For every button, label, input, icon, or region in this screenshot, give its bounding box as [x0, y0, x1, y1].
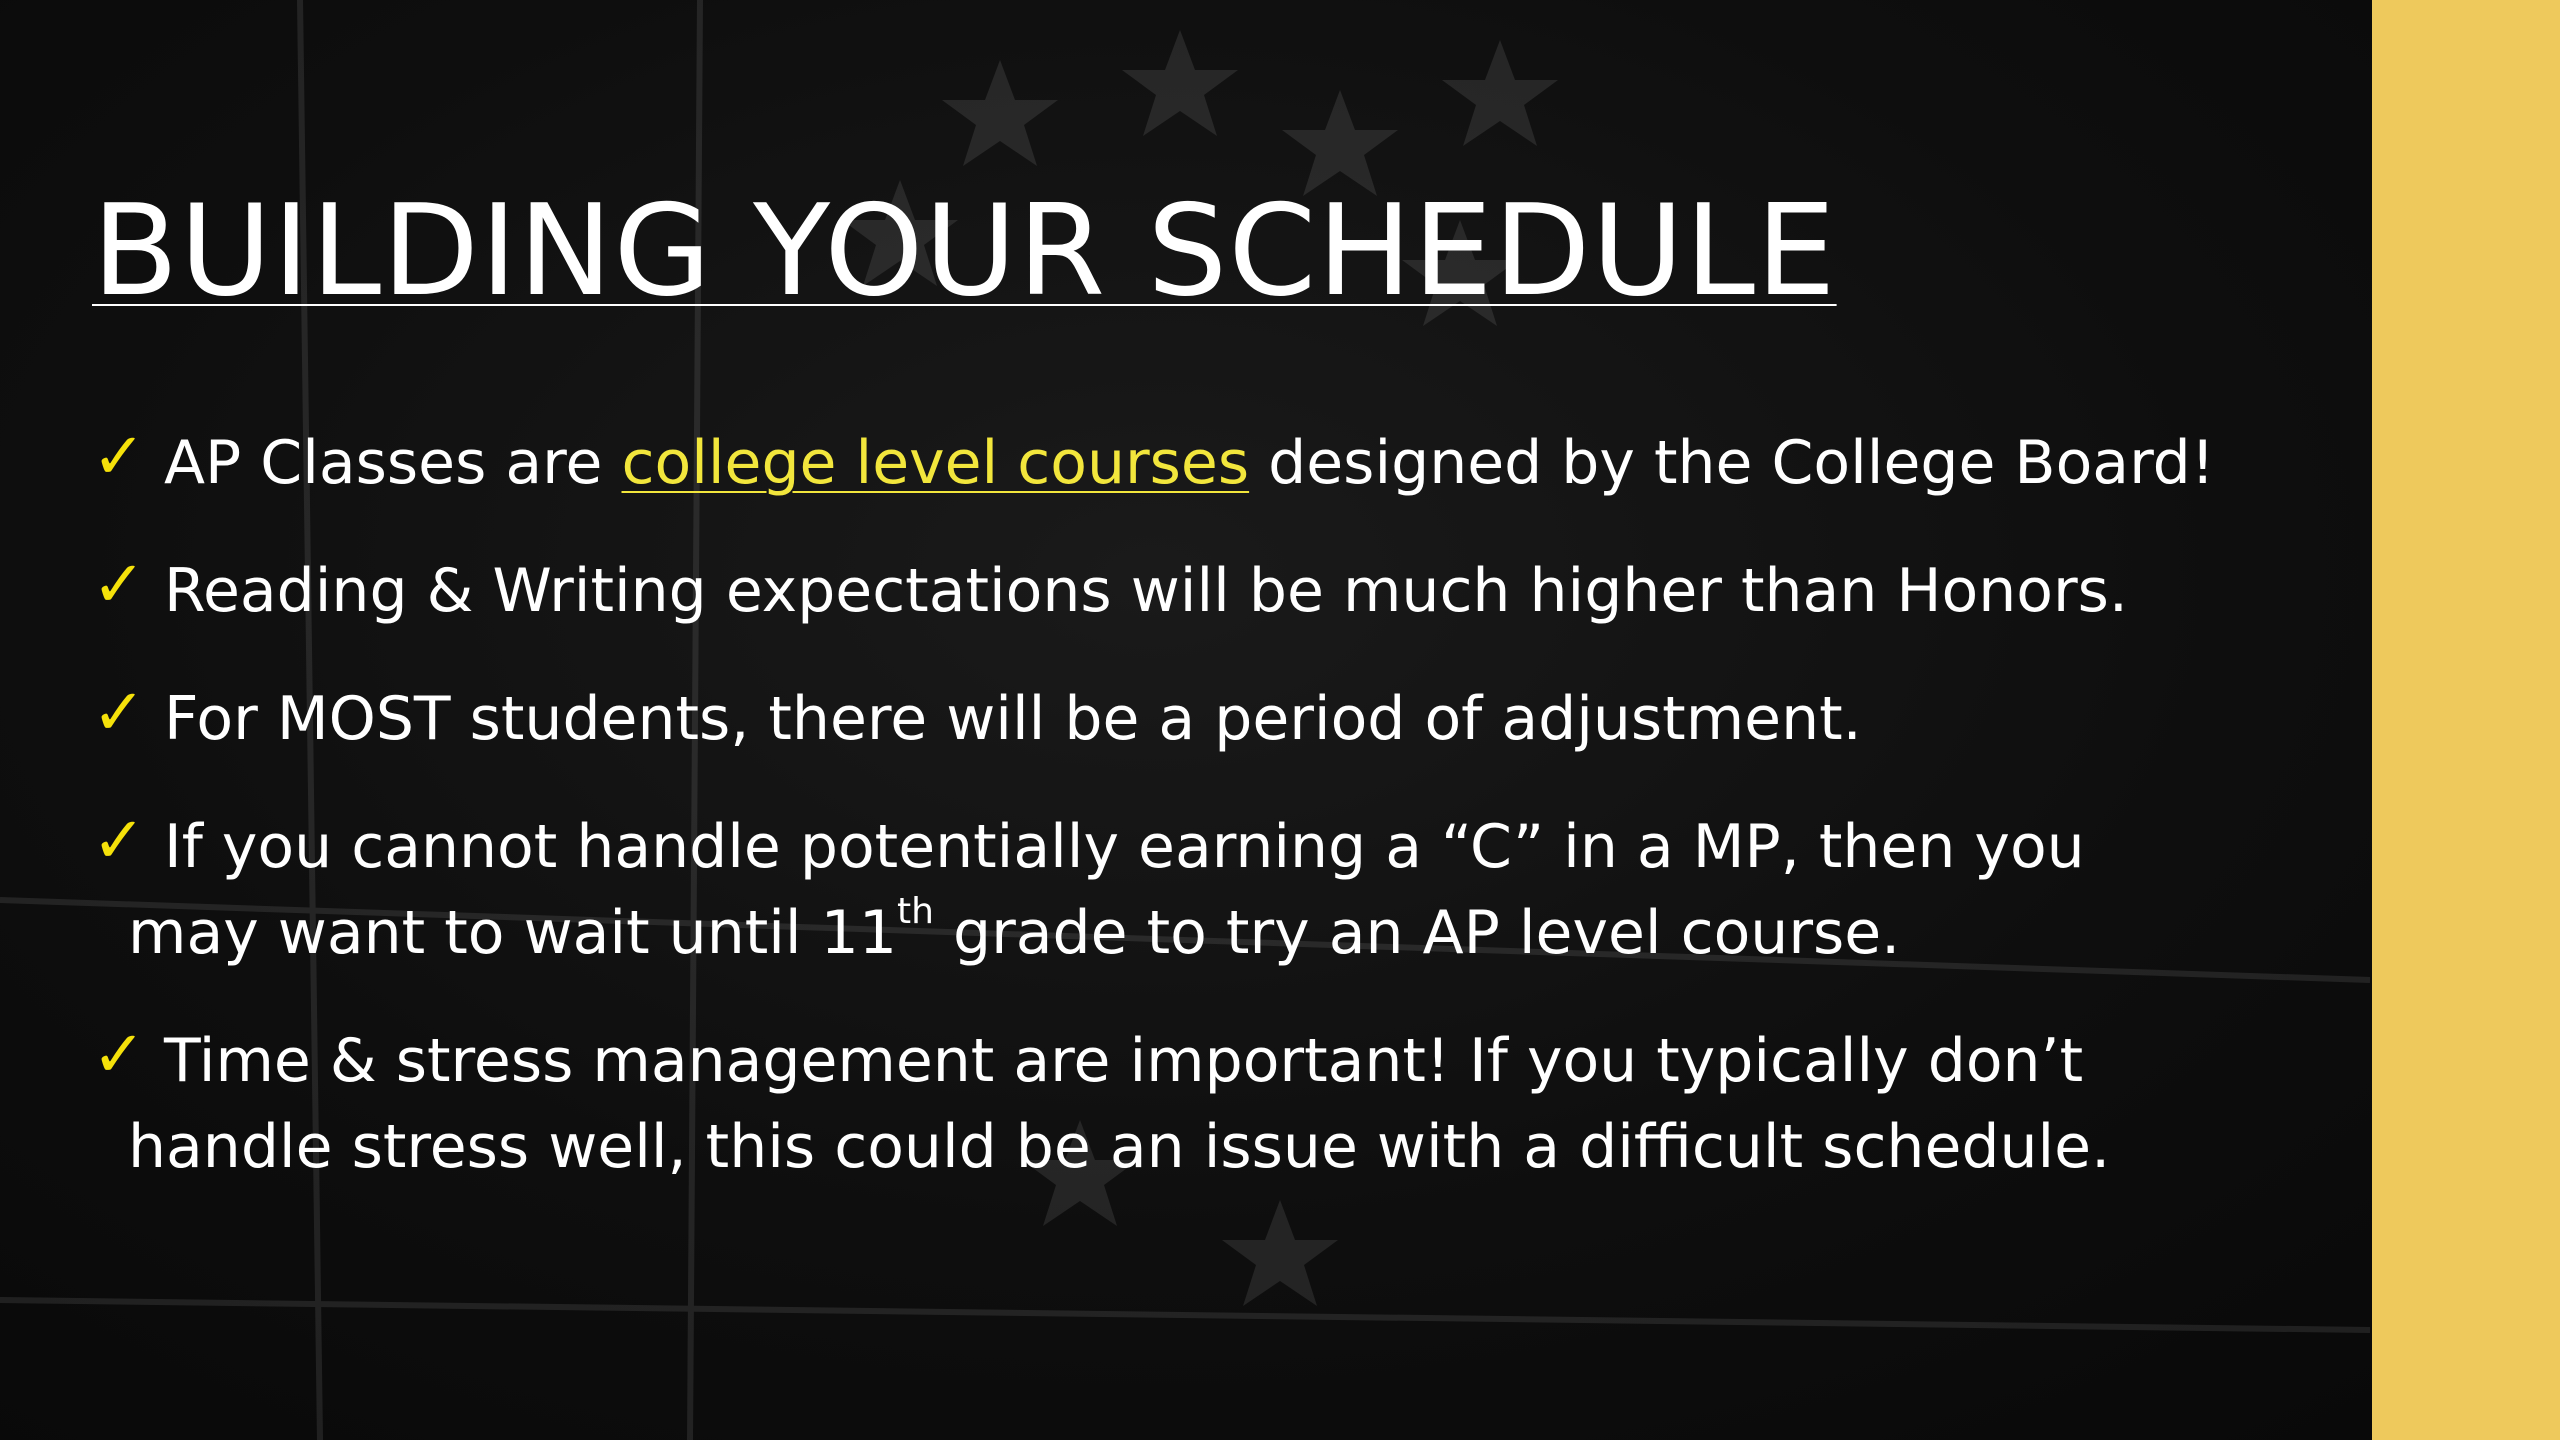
bullet-text: For MOST students, there will be a period of adjustment. — [164, 684, 1862, 754]
bullet-text: AP Classes are — [164, 428, 622, 498]
checkmark-icon: ✓ — [92, 676, 146, 750]
checkmark-icon: ✓ — [92, 1018, 146, 1092]
bullet-text: Reading & Writing expectations will be much higher than Honors. — [164, 556, 2128, 626]
bullet-item — [92, 804, 2332, 976]
accent-bar — [2372, 0, 2560, 1440]
bullet-text: Time & stress management are important! If you typically don’t — [164, 1026, 2084, 1096]
bullet-item — [92, 420, 2332, 506]
checkmark-icon: ✓ — [92, 548, 146, 622]
highlight-link[interactable]: college level courses — [621, 428, 1250, 498]
superscript: th — [897, 891, 934, 932]
bullet-list — [92, 420, 2332, 1232]
checkmark-icon: ✓ — [92, 804, 146, 878]
bullet-text: handle stress well, this could be an issue with a difficult schedule. — [128, 1112, 2111, 1182]
bullet-text: designed by the College Board! — [1249, 428, 2215, 498]
bullet-text: If you cannot handle potentially earning a “C” in a MP, then you — [164, 812, 2085, 882]
bullet-text: may want to wait until 11 — [128, 898, 898, 968]
bullet-item — [92, 1018, 2332, 1190]
bullet-text: grade to try an AP level course. — [933, 898, 1901, 968]
slide-title: BUILDING YOUR SCHEDULE — [92, 177, 1837, 324]
bullet-item — [92, 548, 2332, 634]
bullet-item — [92, 676, 2332, 762]
checkmark-icon: ✓ — [92, 420, 146, 494]
